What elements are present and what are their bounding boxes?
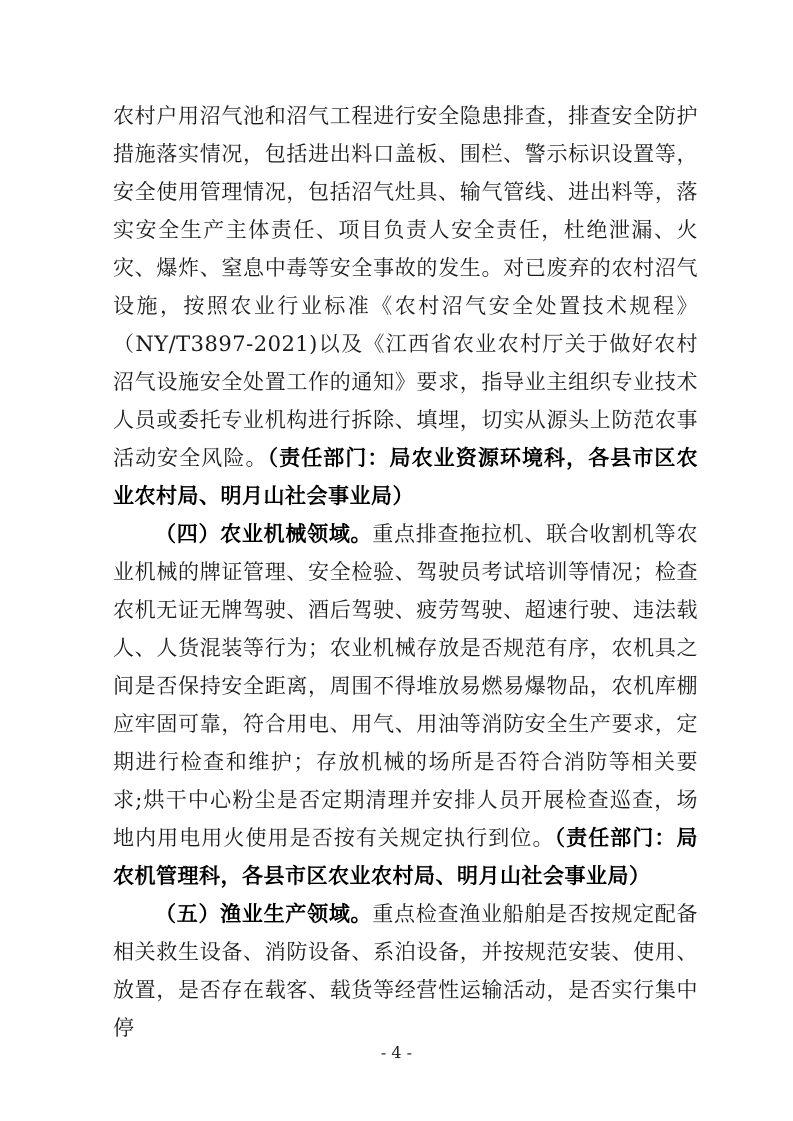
paragraph-text: 重点检查渔业船舶是否按规定配备相关救生设备、消防设备、系泊设备，并按规范安装、使用、放置，是否存在载客、载货等经营性运输活动，是否实行集中停 <box>113 902 699 1040</box>
paragraph-text: 农村户用沼气池和沼气工程进行安全隐患排查，排查安全防护措施落实情况，包括进出料口盖板、围栏、警示标识设置等，安全使用管理情况，包括沼气灶具、输气管线、进出料等，落实安全生产主体责任、项目负责人安全责任，杜绝泄漏、火灾、爆炸、窒息中毒等安全事故的发生。对已废弃的农村沼气设施，按照农业行业标准《农村沼气安全处置技术规程》（NY/T3897-2021)以及《江西省农业农村厅关于做好农村沼气设施安全处置工作的通知》要求，指导业主组织专业技术人员或委托专业机构进行拆除、填埋，切实从源头上防范农事活动安全风险。 <box>113 104 698 470</box>
paragraph-text: 重点排查拖拉机、联合收割机等农业机械的牌证管理、安全检验、驾驶员考试培训等情况；检查农机无证无牌驾驶、酒后驾驶、疲劳驾驶、超速行驶、违法载人、人货混装等行为；农业机械存放是否规范有序，农机具之间是否保持安全距离，周围不得堆放易燃易爆物品，农机库棚应牢固可靠，符合用电、用气、用油等消防安全生产要求，定期进行检查和维护；存放机械的场所是否符合消防等相关要求;烘干中心粉尘是否定期清理并安排人员开展检查巡查，场地内用电用火使用是否按有关规定执行到位。 <box>113 522 699 850</box>
section-heading: （四）农业机械领域。 <box>155 521 373 546</box>
document-body <box>113 97 698 1047</box>
paragraph-agricultural-machinery <box>113 515 698 895</box>
page-number: - 4 - <box>380 1043 413 1062</box>
responsibility-note: （责任部门：局农业资源环境科，各县市区农业农村局、明月山社会事业局） <box>113 445 699 508</box>
paragraph-biogas-safety <box>113 97 698 515</box>
responsibility-note: （责任部门：局农机管理科，各县市区农业农村局、明月山社会事业局） <box>113 825 699 888</box>
paragraph-fishery-production <box>113 895 698 1047</box>
section-heading: （五）渔业生产领域。 <box>155 901 373 926</box>
